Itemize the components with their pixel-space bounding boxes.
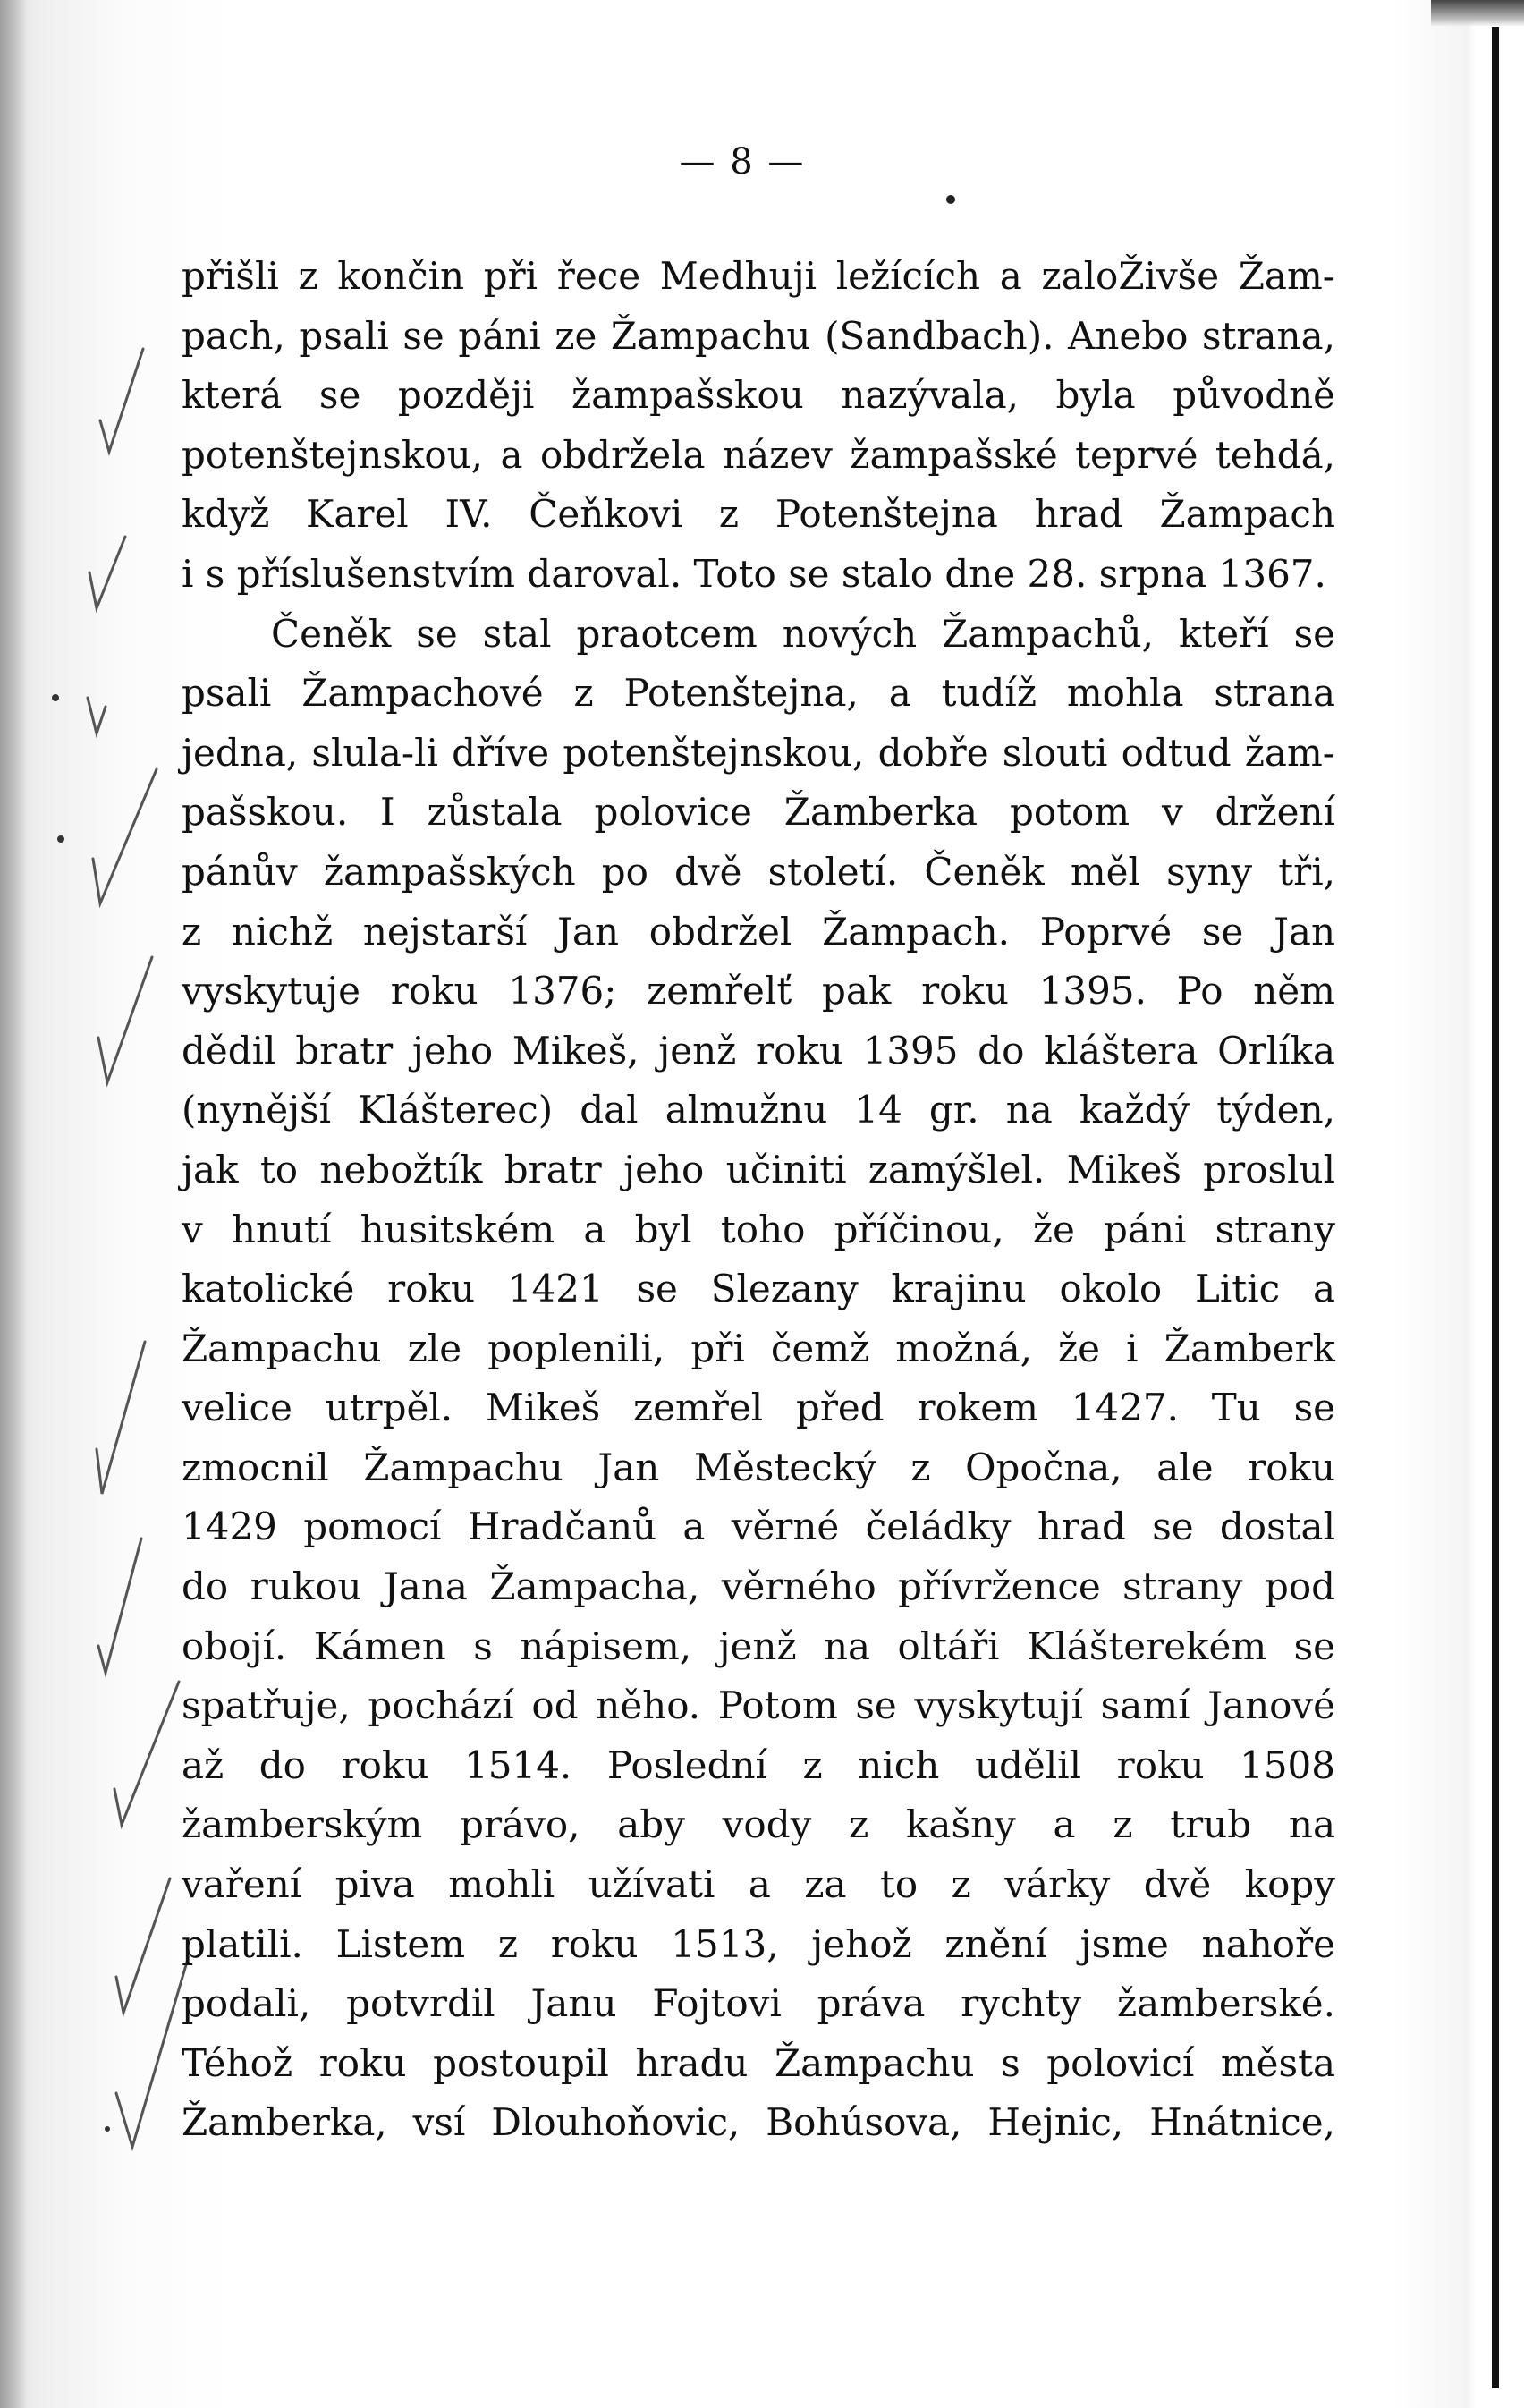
check-mark — [116, 1959, 188, 2147]
body-text — [182, 247, 1335, 2153]
text-line: až do roku 1514. Poslední z nich udělil roku 1508 — [182, 1742, 1335, 1787]
ink-dot — [52, 694, 59, 701]
ink-dot — [57, 835, 64, 843]
text-line: pánův žampašských po dvě století. Čeněk měl syny tři, — [182, 849, 1335, 894]
text-line: jedna, slula-li dříve potenštejnskou, dobře slouti odtud žam- — [182, 730, 1335, 775]
text-line: žamberským právo, aby vody z kašny a z trub na — [182, 1802, 1335, 1847]
text-line: Žamberka, vsí Dlouhoňovic, Bohúsova, Hejnic, Hnátnice, — [182, 2100, 1335, 2145]
text-line: vyskytuje roku 1376; zemřelť pak roku 1395. Po něm — [182, 969, 1335, 1013]
text-line: dědil bratr jeho Mikeš, jenž roku 1395 do kláštera Orlíka — [182, 1028, 1335, 1073]
text-line: i s příslušenstvím daroval. Toto se stalo dne 28. srpna 1367. — [182, 551, 1326, 596]
text-line: do rukou Jana Žampacha, věrného přívržence strany pod — [182, 1564, 1335, 1609]
text-line: platili. Listem z roku 1513, jehož znění jsme nahoře — [182, 1921, 1335, 1966]
check-mark — [98, 1539, 141, 1673]
page-number: — 8 — — [679, 141, 806, 182]
text-line: velice utrpěl. Mikeš zemřel před rokem 1427. Tu se — [182, 1386, 1335, 1430]
text-line: která se později žampašskou nazývala, byla původně — [182, 373, 1335, 418]
text-line: zmocnil Žampachu Jan Městecký z Opočna, ale roku — [182, 1445, 1335, 1489]
check-mark — [116, 1878, 170, 2013]
text-line: (nynější Klášterec) dal almužnu 14 gr. na každý týden, — [182, 1088, 1335, 1132]
text-line: když Karel IV. Čeňkovi z Potenštejna hrad Žampach — [182, 492, 1335, 537]
text-line: spatřuje, pochází od něho. Potom se vyskytují samí Janové — [182, 1683, 1335, 1728]
text-line: v hnutí husitském a byl toho příčinou, že páni strany — [182, 1207, 1335, 1251]
text-line: vaření piva mohli užívati a za to z várky dvě kopy — [182, 1862, 1335, 1907]
check-mark — [88, 698, 106, 733]
text-line: Téhož roku postoupil hradu Žampachu s polovicí města — [182, 2040, 1335, 2085]
check-mark — [100, 349, 143, 452]
check-mark — [89, 537, 125, 608]
check-mark — [97, 1342, 145, 1494]
check-mark — [114, 1682, 179, 1825]
ink-dot — [105, 2126, 110, 2132]
text-line: jak to nebožtík bratr jeho učiniti zamýšlel. Mikeš proslul — [182, 1147, 1335, 1191]
check-mark — [93, 769, 157, 903]
text-line: pach, psali se páni ze Žampachu (Sandbach). Anebo strana, — [182, 313, 1335, 358]
text-line: 1429 pomocí Hradčanů a věrné čeládky hrad se dostal — [182, 1505, 1335, 1549]
text-line: obojí. Kámen s nápisem, jenž na oltáři Klášterekém se — [182, 1624, 1335, 1668]
text-line: podali, potvrdil Janu Fojtovi práva rychty žamberské. — [182, 1981, 1335, 2026]
text-line: z nichž nejstarší Jan obdržel Žampach. Poprvé se Jan — [182, 909, 1335, 954]
text-line: potenštejnskou, a obdržela název žampašské teprvé tehdá, — [182, 432, 1335, 477]
check-mark — [98, 957, 152, 1082]
text-line: psali Žampachové z Potenštejna, a tudíž mohla strana — [182, 671, 1335, 716]
text-line: katolické roku 1421 se Slezany krajinu okolo Litic a — [182, 1267, 1335, 1311]
text-line: Žampachu zle poplenili, při čemž možná, že i Žamberk — [182, 1326, 1335, 1370]
text-line: Čeněk se stal praotcem nových Žampachů, kteří se — [271, 611, 1335, 656]
text-line: pašskou. I zůstala polovice Žamberka potom v držení — [182, 790, 1335, 835]
text-line: přišli z končin při řece Medhuji ležících a zaloŽivše Žam- — [182, 254, 1335, 298]
